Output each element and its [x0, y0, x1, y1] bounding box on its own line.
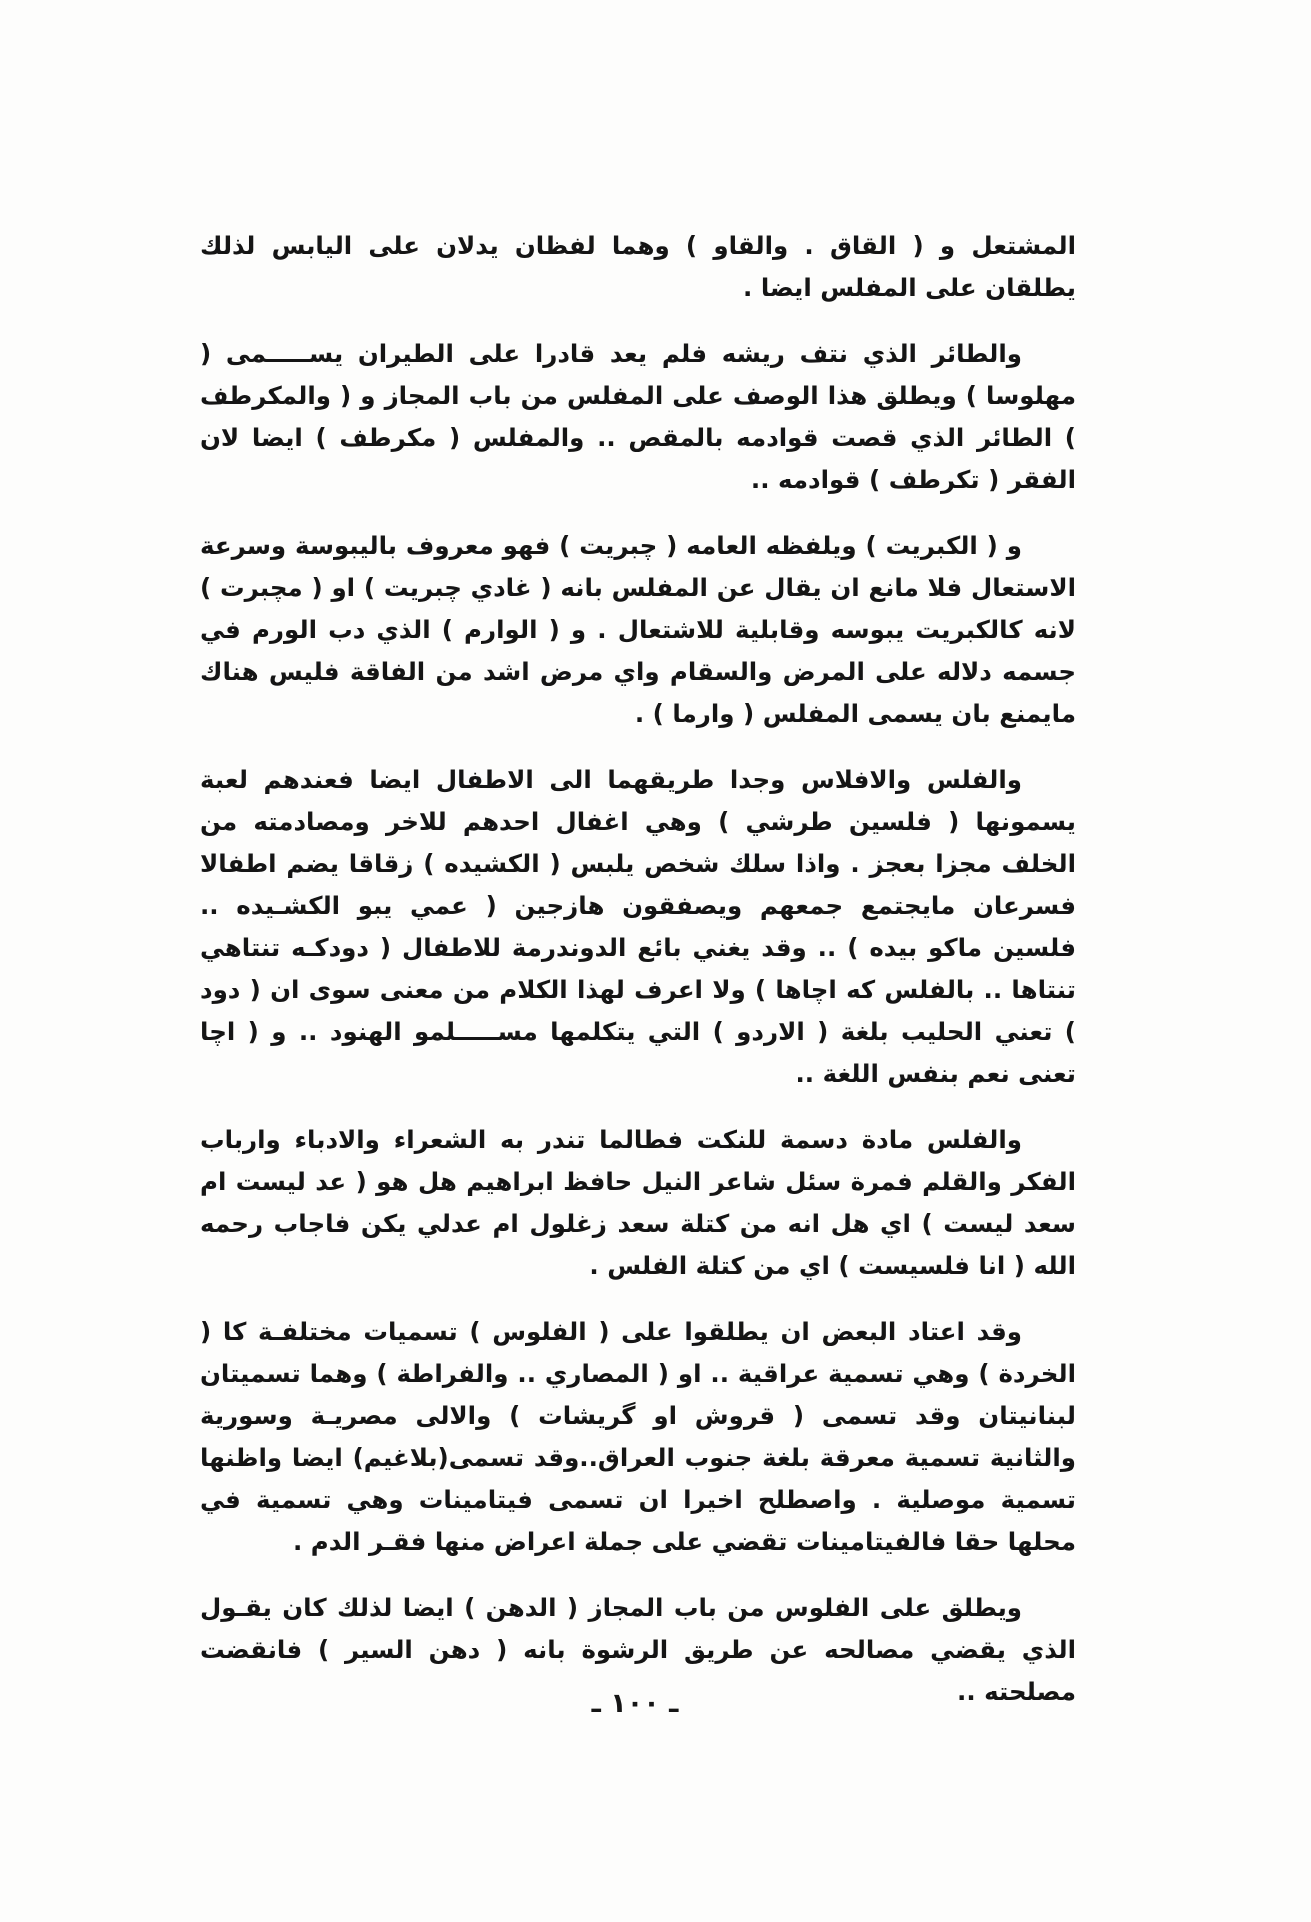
paragraph: ويطلق على الفلوس من باب المجاز ( الدهن ) ايضا لذلك كان يقـول الذي يقضي مصالحه عن طريق الرشوة بانه ( دهن السير ) فانقضت مصلحته ..: [200, 1593, 1076, 1706]
paragraph: والفلس مادة دسمة للنكت فطالما تندر به الشعراء والادباء وارباب الفكر والقلم فمرة سئل شاعر النيل حافظ ابراهيم هل هو ( عد ليست ام سعد ليست ) اي هل انه من كتلة سعد زغلول ام عدلي يكن فاجاب رحمه الله ( انا فلسيست ) اي من كتلة الفلس .: [200, 1125, 1076, 1280]
body-text: [200, 225, 1076, 1737]
paragraph: والفلس والافلاس وجدا طريقهما الى الاطفال ايضا فعندهم لعبة يسمونها ( فلسين طرشي ) وهي اغفال احدهم للاخر ومصادمته من الخلف مجزا بعجز . واذا سلك شخص يلبس ( الكشيده ) زقاقا يضم اطفالا فسرعان مايجتمع جمعهم ويصفقون هازجين ( عمي يبو الكشـيده .. فلسين ماكو بيده ) .. وقد يغني بائع الدوندرمة للاطفال ( دودكـه تنتاهي تنتاها .. بالفلس كه اچاها ) ولا اعرف لهذا الكلام من معنى سوى ان ( دود ) تعني الحليب بلغة ( الاردو ) التي يتكلمها مســـــلمو الهنود .. و ( اچا تعنى نعم بنفس اللغة ..: [200, 765, 1076, 1088]
paragraph: المشتعل و ( القاق . والقاو ) وهما لفظان يدلان على اليابس لذلك يطلقان على المفلس ايضا .: [200, 231, 1076, 302]
paragraph: والطائر الذي نتف ريشه فلم يعد قادرا على الطيران يســـــمى ( مهلوسا ) ويطلق هذا الوصف على المفلس من باب المجاز و ( والمكرطف ) الطائر الذي قصت قوادمه بالمقص .. والمفلس ( مكرطف ) ايضا لان الفقر ( تكرطف ) قوادمه ..: [200, 339, 1076, 494]
paragraph: و ( الكبريت ) ويلفظه العامه ( چبريت ) فهو معروف باليبوسة وسرعة الاستعال فلا مانع ان يقال عن المفلس بانه ( غادي چبريت ) او ( مچبرت ) لانه كالكبريت يبوسه وقابلية للاشتعال . و ( الوارم ) الذي دب الورم في جسمه دلاله على المرض والسقام واي مرض اشد من الفاقة فليس هناك مايمنع بان يسمى المفلس ( وارما ) .: [200, 531, 1076, 728]
page-number: ـ ١٠٠ ـ: [591, 1688, 679, 1719]
paragraph: وقد اعتاد البعض ان يطلقوا على ( الفلوس ) تسميات مختلفـة كا ( الخردة ) وهي تسمية عراقية .. او ( المصاري .. والفراطة ) وهما تسميتان لبنانيتان وقد تسمى ( قروش او گريشات ) والالى مصريـة وسورية والثانية تسمية معرقة بلغة جنوب العراق..وقد تسمى(بلاغيم) ايضا واظنها تسمية موصلية . واصطلح اخيرا ان تسمى فيتامينات وهي تسمية في محلها حقا فالفيتامينات تقضي على جملة اعراض منها فقـر الدم .: [200, 1317, 1076, 1556]
